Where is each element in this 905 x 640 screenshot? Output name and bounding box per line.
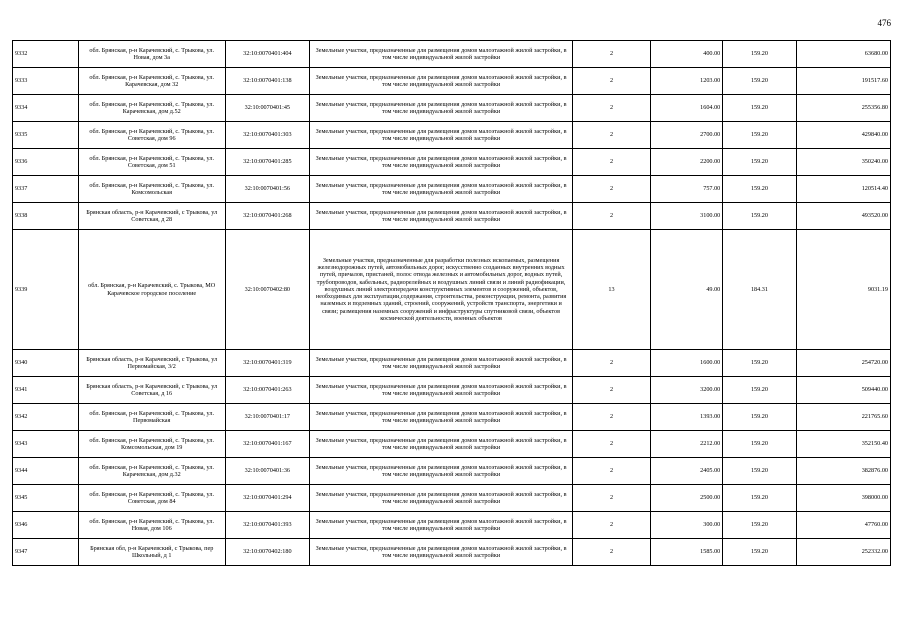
row-number-cell: 9333 [13, 68, 79, 95]
land-use-cell: Земельные участки, предназначенные для размещения домов малоэтажной жилой застройки, в том числе индивидуальной жилой застройки [310, 377, 573, 404]
land-use-cell: Земельные участки, предназначенные для размещения домов малоэтажной жилой застройки, в том числе индивидуальной жилой застройки [310, 149, 573, 176]
address-cell: обл. Брянская, р-н Карачевский, с. Трыкова, ул. Советская, дом 96 [78, 122, 225, 149]
row-number-cell: 9344 [13, 458, 79, 485]
table-row [13, 404, 891, 431]
area-cell: 300.00 [650, 512, 722, 539]
category-code-cell: 2 [573, 485, 651, 512]
land-use-cell: Земельные участки, предназначенные для размещения домов малоэтажной жилой застройки, в том числе индивидуальной жилой застройки [310, 68, 573, 95]
area-cell: 49.00 [650, 230, 722, 350]
cadastral-number-cell: 32:10:0070401:138 [225, 68, 309, 95]
table-row [13, 41, 891, 68]
land-use-cell: Земельные участки, предназначенные для размещения домов малоэтажной жилой застройки, в том числе индивидуальной жилой застройки [310, 458, 573, 485]
row-number-cell: 9335 [13, 122, 79, 149]
category-code-cell: 2 [573, 203, 651, 230]
area-cell: 2700.00 [650, 122, 722, 149]
land-use-cell: Земельные участки, предназначенные для размещения домов малоэтажной жилой застройки, в том числе индивидуальной жилой застройки [310, 41, 573, 68]
address-cell: Брянская обл, р-н Карачевский, с Трыкова, пер Школьный, д 1 [78, 539, 225, 566]
address-cell: обл. Брянская, р-н Карачевский, с. Трыкова, ул. Первомайская [78, 404, 225, 431]
area-cell: 2500.00 [650, 485, 722, 512]
rate-cell: 184.31 [723, 230, 796, 350]
rate-cell: 159.20 [723, 485, 796, 512]
area-cell: 1393.00 [650, 404, 722, 431]
cadastral-value-cell: 350240.00 [796, 149, 890, 176]
land-use-cell: Земельные участки, предназначенные для размещения домов малоэтажной жилой застройки, в том числе индивидуальной жилой застройки [310, 176, 573, 203]
area-cell: 2405.00 [650, 458, 722, 485]
table-row [13, 377, 891, 404]
row-number-cell: 9336 [13, 149, 79, 176]
area-cell: 1203.00 [650, 68, 722, 95]
rate-cell: 159.20 [723, 176, 796, 203]
table-row [13, 350, 891, 377]
category-code-cell: 2 [573, 149, 651, 176]
cadastral-number-cell: 32:10:0070401:294 [225, 485, 309, 512]
cadastral-value-cell: 63680.00 [796, 41, 890, 68]
cadastral-number-cell: 32:10:0070401:263 [225, 377, 309, 404]
rate-cell: 159.20 [723, 431, 796, 458]
page-number: 476 [877, 18, 891, 28]
category-code-cell: 2 [573, 95, 651, 122]
row-number-cell: 9332 [13, 41, 79, 68]
category-code-cell: 2 [573, 431, 651, 458]
table-row [13, 431, 891, 458]
row-number-cell: 9341 [13, 377, 79, 404]
cadastral-number-cell: 32:10:0070401:319 [225, 350, 309, 377]
rate-cell: 159.20 [723, 68, 796, 95]
land-use-cell: Земельные участки, предназначенные для размещения домов малоэтажной жилой застройки, в том числе индивидуальной жилой застройки [310, 431, 573, 458]
land-use-cell: Земельные участки, предназначенные для размещения домов малоэтажной жилой застройки, в том числе индивидуальной жилой застройки [310, 350, 573, 377]
area-cell: 1585.00 [650, 539, 722, 566]
table-row [13, 176, 891, 203]
category-code-cell: 2 [573, 122, 651, 149]
cadastral-number-cell: 32:10:0070401:45 [225, 95, 309, 122]
table-row [13, 230, 891, 350]
cadastral-number-cell: 32:10:0070402:180 [225, 539, 309, 566]
table-row [13, 512, 891, 539]
address-cell: Брянская область, р-н Карачевский, с Трыкова, ул Советская, д 28 [78, 203, 225, 230]
rate-cell: 159.20 [723, 350, 796, 377]
category-code-cell: 2 [573, 377, 651, 404]
category-code-cell: 2 [573, 458, 651, 485]
cadastral-value-cell: 221765.60 [796, 404, 890, 431]
rate-cell: 159.20 [723, 95, 796, 122]
category-code-cell: 2 [573, 512, 651, 539]
address-cell: обл. Брянская, р-н Карачевский, с. Трыкова, ул. Советская, дом 51 [78, 149, 225, 176]
rate-cell: 159.20 [723, 539, 796, 566]
category-code-cell: 13 [573, 230, 651, 350]
row-number-cell: 9343 [13, 431, 79, 458]
land-use-cell: Земельные участки, предназначенные для размещения домов малоэтажной жилой застройки, в том числе индивидуальной жилой застройки [310, 95, 573, 122]
row-number-cell: 9342 [13, 404, 79, 431]
area-cell: 1600.00 [650, 350, 722, 377]
table-row [13, 458, 891, 485]
area-cell: 2212.00 [650, 431, 722, 458]
row-number-cell: 9347 [13, 539, 79, 566]
cadastral-value-cell: 382876.00 [796, 458, 890, 485]
address-cell: обл. Брянская, р-н Карачевский, с. Трыкова, ул. Карачевская, дом д.32 [78, 458, 225, 485]
land-use-cell: Земельные участки, предназначенные для разработки полезных ископаемых, размещения железнодорожных путей, автомобильных дорог, искусственно созданных внутренних водных путей, причалов, пристаней, полос отвода железных и автомобильных дорог, водных путей, трубопроводов, кабельных, радиорелейных и воздушных линий связи и линий радиофикации, воздушных линий электропередачи конструктивных элементов и сооружений, объектов, необходимых для эксплуатации,содержания, строительства, реконструкции, ремонта, развития наземных и подземных зданий, строений, сооружений, устройств транспорта, энергетики и связи; размещения наземных сооружений и инфраструктуры спутниковой связи, объектов космической деятельности, военных объектов [310, 230, 573, 350]
land-use-cell: Земельные участки, предназначенные для размещения домов малоэтажной жилой застройки, в том числе индивидуальной жилой застройки [310, 122, 573, 149]
land-use-cell: Земельные участки, предназначенные для размещения домов малоэтажной жилой застройки, в том числе индивидуальной жилой застройки [310, 485, 573, 512]
category-code-cell: 2 [573, 68, 651, 95]
cadastral-value-cell: 493520.00 [796, 203, 890, 230]
rate-cell: 159.20 [723, 149, 796, 176]
land-use-cell: Земельные участки, предназначенные для размещения домов малоэтажной жилой застройки, в том числе индивидуальной жилой застройки [310, 203, 573, 230]
rate-cell: 159.20 [723, 377, 796, 404]
area-cell: 2200.00 [650, 149, 722, 176]
table-row [13, 485, 891, 512]
cadastral-value-cell: 398000.00 [796, 485, 890, 512]
cadastral-value-cell: 252332.00 [796, 539, 890, 566]
rate-cell: 159.20 [723, 404, 796, 431]
address-cell: Брянская область, р-н Карачевский, с Трыкова, ул Первомайская, 3/2 [78, 350, 225, 377]
land-use-cell: Земельные участки, предназначенные для размещения домов малоэтажной жилой застройки, в том числе индивидуальной жилой застройки [310, 512, 573, 539]
land-use-cell: Земельные участки, предназначенные для размещения домов малоэтажной жилой застройки, в том числе индивидуальной жилой застройки [310, 539, 573, 566]
rate-cell: 159.20 [723, 122, 796, 149]
cadastral-value-cell: 429840.00 [796, 122, 890, 149]
address-cell: обл. Брянская, р-н Карачевский, с. Трыкова, МО Карачевское городское поселение [78, 230, 225, 350]
address-cell: обл. Брянская, р-н Карачевский, с. Трыкова, ул. Новая, дом 3а [78, 41, 225, 68]
row-number-cell: 9337 [13, 176, 79, 203]
rate-cell: 159.20 [723, 41, 796, 68]
address-cell: обл. Брянская, р-н Карачевский, с. Трыкова, ул. Комсомольская, дом 19 [78, 431, 225, 458]
address-cell: Брянская область, р-н Карачевский, с Трыкова, ул Советская, д 16 [78, 377, 225, 404]
category-code-cell: 2 [573, 176, 651, 203]
cadastral-number-cell: 32:10:0070401:167 [225, 431, 309, 458]
category-code-cell: 2 [573, 41, 651, 68]
table-body [13, 41, 891, 566]
cadastral-value-cell: 509440.00 [796, 377, 890, 404]
row-number-cell: 9334 [13, 95, 79, 122]
cadastral-value-cell: 191517.60 [796, 68, 890, 95]
rate-cell: 159.20 [723, 458, 796, 485]
land-registry-table [12, 40, 891, 566]
row-number-cell: 9346 [13, 512, 79, 539]
rate-cell: 159.20 [723, 512, 796, 539]
area-cell: 757.00 [650, 176, 722, 203]
cadastral-number-cell: 32:10:0070401:393 [225, 512, 309, 539]
land-use-cell: Земельные участки, предназначенные для размещения домов малоэтажной жилой застройки, в том числе индивидуальной жилой застройки [310, 404, 573, 431]
cadastral-number-cell: 32:10:0070402:80 [225, 230, 309, 350]
area-cell: 1604.00 [650, 95, 722, 122]
cadastral-value-cell: 254720.00 [796, 350, 890, 377]
row-number-cell: 9340 [13, 350, 79, 377]
table-row [13, 122, 891, 149]
cadastral-number-cell: 32:10:0070401:17 [225, 404, 309, 431]
cadastral-value-cell: 9031.19 [796, 230, 890, 350]
table-row [13, 539, 891, 566]
cadastral-value-cell: 120514.40 [796, 176, 890, 203]
cadastral-number-cell: 32:10:0070401:56 [225, 176, 309, 203]
address-cell: обл. Брянская, р-н Карачевский, с. Трыкова, ул. Карачевская, дом д.52 [78, 95, 225, 122]
address-cell: обл. Брянская, р-н Карачевский, с. Трыкова, ул. Советская, дом 84 [78, 485, 225, 512]
address-cell: обл. Брянская, р-н Карачевский, с. Трыкова, ул. Карачевская, дом 32 [78, 68, 225, 95]
table-row [13, 68, 891, 95]
area-cell: 400.00 [650, 41, 722, 68]
area-cell: 3200.00 [650, 377, 722, 404]
cadastral-number-cell: 32:10:0070401:404 [225, 41, 309, 68]
address-cell: обл. Брянская, р-н Карачевский, с. Трыкова, ул. Комсомольская [78, 176, 225, 203]
table-row [13, 95, 891, 122]
rate-cell: 159.20 [723, 203, 796, 230]
cadastral-value-cell: 352150.40 [796, 431, 890, 458]
row-number-cell: 9339 [13, 230, 79, 350]
area-cell: 3100.00 [650, 203, 722, 230]
cadastral-number-cell: 32:10:0070401:303 [225, 122, 309, 149]
cadastral-number-cell: 32:10:0070401:36 [225, 458, 309, 485]
table-row [13, 203, 891, 230]
category-code-cell: 2 [573, 350, 651, 377]
row-number-cell: 9338 [13, 203, 79, 230]
cadastral-number-cell: 32:10:0070401:285 [225, 149, 309, 176]
cadastral-value-cell: 47760.00 [796, 512, 890, 539]
cadastral-value-cell: 255356.80 [796, 95, 890, 122]
category-code-cell: 2 [573, 404, 651, 431]
address-cell: обл. Брянская, р-н Карачевский, с. Трыкова, ул. Новая, дом 106 [78, 512, 225, 539]
table-row [13, 149, 891, 176]
row-number-cell: 9345 [13, 485, 79, 512]
cadastral-number-cell: 32:10:0070401:268 [225, 203, 309, 230]
category-code-cell: 2 [573, 539, 651, 566]
